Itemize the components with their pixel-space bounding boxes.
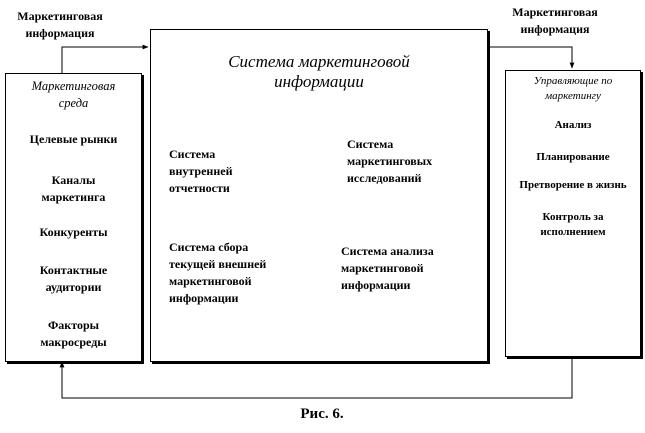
arrow-managers-to-env	[62, 357, 572, 398]
environment-item-competitors: Конкуренты	[39, 225, 108, 239]
managers-item-control: Контроль за исполнением	[540, 211, 606, 238]
external-info-collection-system: Система сбора текущей внешней маркетинговой информации	[169, 240, 267, 305]
managers-item-analysis: Анализ	[554, 119, 592, 131]
environment-item-channels: Каналы маркетинга	[41, 173, 106, 204]
system-title: Система маркетинговой информации	[228, 52, 410, 91]
info-analysis-system: Система анализа маркетинговой информации	[341, 244, 434, 292]
top-right-label	[500, 4, 610, 38]
marketing-environment-box	[5, 73, 142, 362]
managers-item-planning: Планирование	[536, 151, 610, 163]
marketing-information-system-box	[150, 29, 488, 362]
top-left-label-line2: информация	[25, 26, 95, 40]
top-right-label-line1: Маркетинговая	[512, 5, 598, 19]
environment-item-target-markets: Целевые рынки	[29, 132, 118, 146]
environment-item-audiences: Контактные аудитории	[39, 263, 108, 294]
marketing-research-system: Система маркетинговых исследований	[347, 137, 433, 185]
managers-item-implementation: Претворение в жизнь	[519, 179, 627, 191]
arrow-system-to-managers	[488, 47, 572, 68]
top-left-label-line1: Маркетинговая	[17, 9, 103, 23]
marketing-managers-box	[505, 70, 641, 357]
managers-title: Управляющие по маркетингу	[533, 75, 613, 102]
figure-caption: Рис. 6.	[300, 406, 344, 422]
top-right-label-line2: информация	[520, 22, 590, 36]
top-left-label	[10, 8, 110, 42]
arrow-env-to-system	[62, 47, 148, 73]
environment-title: Маркетинговая среда	[31, 79, 116, 110]
internal-reporting-system: Система внутренней отчетности	[169, 147, 233, 195]
environment-item-macro-factors: Факторы макросреды	[40, 318, 107, 349]
